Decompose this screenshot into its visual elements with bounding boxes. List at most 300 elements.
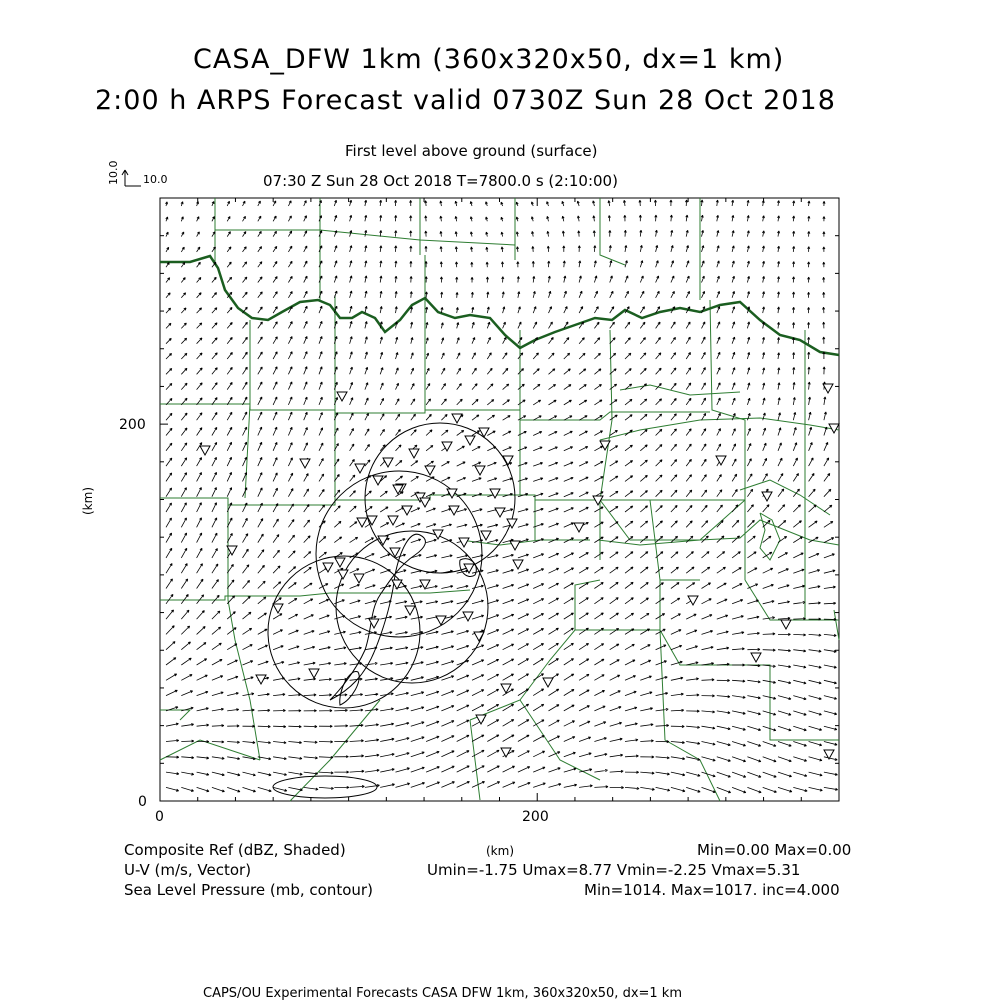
wind-vector [227,676,238,680]
wind-vector [656,757,670,759]
wind-vector [610,582,619,588]
wind-vector [625,476,633,482]
wind-vector [396,768,410,772]
wind-vector [610,786,624,788]
pressure-contours [273,534,476,798]
wind-vector [426,661,439,665]
wind-vector [610,307,614,314]
wind-vector [809,680,822,684]
wind-vector [304,520,310,527]
wind-vector [472,615,484,619]
wind-vector [487,720,499,727]
wind-vector [350,709,363,711]
wind-vector [732,398,735,405]
wind-vector [273,307,277,314]
wind-vector [350,584,360,588]
wind-vector [166,658,176,665]
wind-vector [640,613,649,619]
wind-vector [610,613,619,619]
wind-vector [181,564,187,574]
wind-vector [594,706,605,711]
wind-vector [273,246,277,252]
wind-vector [503,554,514,558]
wind-vector [717,337,720,344]
wind-vector [441,477,450,481]
wind-vector [824,711,837,715]
wind-vector [640,338,645,344]
wind-vector [732,352,735,359]
wind-vector [640,230,642,237]
wind-vector [594,613,603,619]
wind-vector [793,772,807,776]
wind-vector [243,661,253,665]
wind-vector [166,443,172,451]
wind-vector [365,554,374,558]
wind-vector [532,261,534,267]
station-marker [716,456,726,465]
wind-vector [166,610,174,619]
wind-vector [288,397,292,405]
wind-vector [181,594,188,603]
wind-vector [610,291,613,298]
wind-vector [564,385,571,390]
wind-vector [549,583,559,588]
wind-vector [365,662,378,665]
wind-vector [702,246,704,252]
wind-vector [426,524,436,528]
wind-vector [487,645,499,650]
wind-vector [181,579,187,589]
wind-vector [732,616,743,620]
wind-vector [778,601,790,604]
wind-vector [334,740,348,742]
wind-vector [258,503,263,512]
wind-vector [426,338,428,344]
wind-vector [640,414,647,420]
wind-vector [625,644,634,649]
wind-vector [426,508,435,512]
wind-vector [625,506,633,512]
wind-vector [243,725,255,727]
wind-vector [686,291,689,298]
wind-vector [472,353,476,359]
wind-vector [732,368,735,375]
wind-vector [440,277,442,283]
wind-vector [441,524,451,527]
wind-vector [808,337,810,344]
wind-vector [686,276,689,283]
wind-vector [273,216,276,221]
wind-vector [702,757,716,761]
wind-vector [747,632,759,634]
wind-vector [824,458,829,466]
wind-vector [258,709,270,711]
wind-vector [288,322,292,329]
wind-vector [656,490,663,497]
wind-vector [533,384,540,389]
wind-vector [457,430,464,435]
wind-vector [610,491,618,496]
wind-vector [288,630,298,634]
wind-vector [487,735,499,742]
wind-vector [288,520,294,528]
wind-vector [824,787,838,790]
wind-vector [686,368,691,375]
wind-vector [304,261,307,267]
wind-vector [640,645,650,650]
wind-vector [549,752,561,757]
wind-vector [273,519,278,527]
wind-vector [350,367,353,374]
station-marker [574,523,584,532]
wind-vector [717,772,731,777]
wind-vector [716,215,718,221]
wind-vector [319,552,327,558]
wind-vector [793,601,805,603]
wind-vector [594,461,603,466]
wind-vector [655,215,657,221]
wind-vector [502,292,504,298]
wind-vector [486,277,488,283]
wind-vector [273,352,277,359]
wind-vector [395,200,397,206]
wind-vector [487,447,496,451]
wind-vector [304,352,307,360]
wind-vector [411,752,425,757]
wind-vector [717,322,720,329]
wind-vector [702,630,713,634]
wind-vector [227,262,231,267]
wind-vector [503,766,515,772]
wind-vector [486,232,488,237]
wind-vector [763,584,774,588]
wind-vector [533,353,538,359]
wind-vector [181,353,187,359]
wind-vector [763,757,776,762]
wind-vector [778,726,791,731]
wind-vector [671,645,682,649]
wind-vector [747,322,749,329]
wind-vector [455,201,457,206]
wind-vector [518,478,528,482]
wind-vector [426,782,440,788]
wind-vector [197,611,205,620]
wind-vector [533,629,543,635]
wind-vector [625,276,628,283]
wind-vector [533,783,545,788]
wind-vector [471,277,473,282]
wind-vector [304,710,317,712]
wind-vector [380,429,384,435]
wind-vector [824,427,827,436]
wind-vector [212,772,225,776]
wind-vector [212,427,217,435]
wind-vector [441,399,446,405]
station-marker [688,596,698,605]
wind-vector [747,711,760,715]
wind-vector [380,414,384,420]
wind-vector [288,231,291,237]
wind-vector [564,462,573,466]
wind-vector [304,552,311,558]
wind-vector [623,200,625,206]
wind-vector [166,338,171,343]
wind-vector [686,230,688,236]
wind-vector [457,766,470,772]
wind-vector [181,428,187,436]
wind-vector [762,307,764,313]
wind-vector [212,757,224,760]
wind-vector [503,447,512,451]
wind-vector [304,787,318,790]
wind-vector [625,353,631,359]
wind-vector [594,276,596,283]
wind-vector [640,552,648,558]
wind-vector [334,276,337,283]
wind-vector [457,600,469,603]
wind-vector [273,630,283,635]
wind-vector [258,292,263,298]
wind-vector [640,460,647,466]
wind-vector [365,398,368,405]
wind-vector [380,306,382,313]
wind-vector [503,322,506,328]
wind-vector [747,337,749,344]
wind-vector [243,457,247,466]
wind-vector [562,231,564,237]
wind-vector [258,725,271,727]
wind-vector [824,554,835,558]
wind-vector [350,569,359,573]
wind-vector [762,261,764,267]
wind-vector [212,548,218,558]
station-marker [824,750,834,759]
wind-vector [181,658,191,665]
wind-vector [501,217,503,221]
wind-vector [640,598,648,604]
station-marker [751,653,761,662]
wind-vector [549,508,559,512]
wind-vector [503,368,508,374]
wind-vector [702,291,705,298]
wind-vector [487,292,489,298]
wind-vector [686,742,700,745]
wind-vector [824,602,836,604]
wind-vector [778,368,780,375]
wind-vector [518,307,520,314]
wind-vector [181,308,186,313]
wind-vector [549,705,560,711]
wind-vector [456,292,458,298]
wind-vector [824,742,837,746]
wind-vector [273,693,285,695]
wind-vector [334,537,341,543]
wind-vector [579,553,588,558]
wind-vector [518,462,527,466]
wind-vector [197,787,209,791]
wind-vector [181,232,184,237]
wind-vector [472,675,484,681]
wind-vector [411,337,413,343]
wind-vector [181,202,183,206]
wind-vector [594,446,602,451]
wind-vector [166,503,172,512]
wind-vector [181,458,186,466]
wind-vector [686,583,695,589]
station-marker [459,538,469,547]
wind-vector [426,414,431,420]
wind-vector [288,216,291,222]
wind-vector [824,489,831,497]
wind-vector [594,353,600,359]
wind-vector [549,353,555,359]
wind-vector [380,585,391,589]
wind-vector [732,696,745,699]
wind-vector [350,291,352,298]
wind-vector [640,430,647,436]
wind-vector [579,753,591,757]
wind-vector [625,445,633,451]
wind-vector [273,277,277,283]
wind-vector [304,757,318,759]
wind-vector [594,291,597,298]
wind-vector [181,610,189,619]
wind-vector [411,767,425,772]
wind-vector [380,753,394,756]
wind-vector [549,322,553,329]
wind-vector [823,307,825,313]
wind-vector [243,741,256,743]
wind-vector [594,786,608,788]
wind-vector [319,321,322,328]
wind-vector [197,675,208,680]
wind-vector [763,568,773,573]
wind-vector [624,230,626,236]
wind-vector [594,644,603,650]
wind-vector [503,782,515,787]
wind-vector [549,598,559,604]
wind-vector [258,519,263,528]
wind-vector [564,431,573,435]
wind-vector [747,443,750,450]
wind-vector [288,427,292,435]
wind-vector [824,726,837,730]
wind-vector [610,276,613,283]
wind-vector [166,579,173,589]
wind-vector [824,412,827,420]
station-marker [501,748,511,757]
wind-vector [516,232,518,237]
wind-vector [717,444,721,451]
wind-vector [166,413,172,420]
wind-vector [763,726,776,731]
wind-vector [486,217,488,221]
wind-vector [181,247,184,252]
station-marker [256,675,266,684]
wind-vector [564,752,576,757]
wind-vector [579,291,582,298]
wind-vector [487,570,498,574]
wind-vector [319,489,324,496]
wind-vector [777,201,779,207]
wind-vector [625,521,633,527]
wind-vector [809,412,812,420]
wind-vector [579,568,588,574]
wind-vector [792,322,794,328]
wind-vector [671,693,684,695]
wind-vector [533,689,544,696]
wind-vector [763,772,777,777]
wind-vector [778,650,791,652]
wind-vector [564,643,574,649]
wind-vector [258,262,262,268]
wind-vector [579,674,589,680]
wind-vector [212,627,221,634]
wind-vector [501,247,503,252]
wind-vector [702,521,708,528]
wind-vector [732,726,745,730]
wind-vector [686,322,690,329]
wind-vector [425,201,427,206]
wind-vector [640,445,647,451]
wind-vector [518,720,529,727]
wind-vector [717,567,726,573]
wind-vector [166,594,173,604]
wind-vector [639,215,641,221]
wind-vector [396,399,400,405]
wind-vector [549,291,551,298]
wind-vector [656,708,669,711]
wind-vector [441,323,443,329]
wind-vector [717,230,719,236]
wind-vector [411,539,421,543]
wind-vector [426,539,436,542]
wind-vector [732,742,746,747]
wind-vector [273,709,285,711]
wind-vector [441,631,453,635]
wind-vector [396,539,406,543]
wind-vector [640,322,645,328]
wind-vector [273,757,286,760]
wind-vector [472,766,484,772]
wind-vector [212,659,222,665]
wind-vector [273,566,280,573]
wind-vector [212,725,224,727]
wind-vector [793,427,796,435]
wind-vector [304,772,318,775]
wind-vector [365,444,370,450]
wind-vector [579,492,588,497]
wind-vector [564,508,574,512]
wind-vector [243,787,256,792]
wind-vector [778,489,784,497]
wind-vector [457,446,465,451]
wind-vector [778,772,792,777]
wind-vector [396,616,408,619]
wind-vector [763,536,771,543]
wind-vector [625,245,627,252]
wind-vector [671,460,677,467]
wind-vector [319,536,326,542]
wind-vector [671,414,677,421]
wind-vector [243,337,248,344]
wind-vector [671,490,677,497]
wind-vector [411,662,424,665]
wind-vector [656,429,662,435]
wind-vector [532,231,534,236]
wind-vector [243,382,248,390]
wind-vector [763,443,766,451]
